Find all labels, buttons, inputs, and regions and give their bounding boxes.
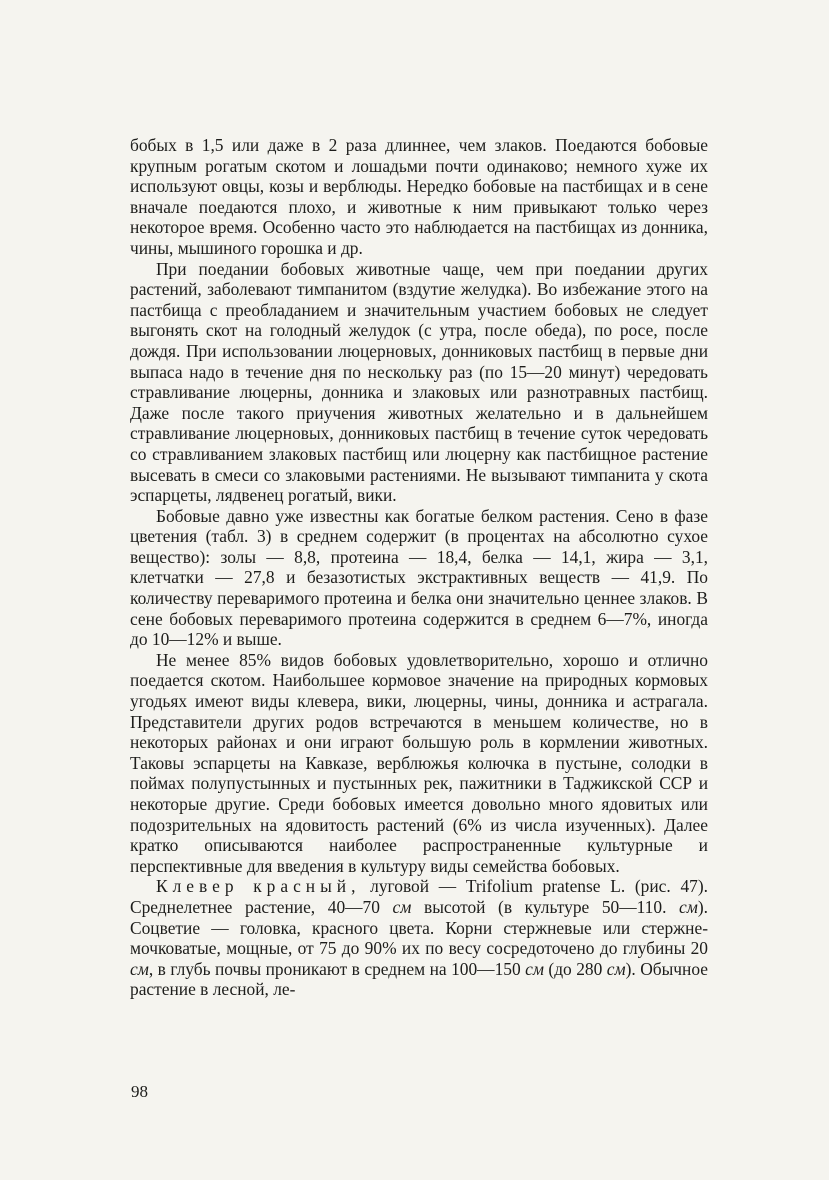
clover-text-4: , в глубь почвы проникают в среднем на 100—150 [148,958,526,979]
paragraph-red-clover [130,876,708,1000]
clover-text-6: ). Обычное растение в лесной, ле- [130,958,708,1000]
clover-text-2: высотой (в культуре 50—110. [411,896,680,917]
unit-cm-5: см [606,958,626,979]
paragraph-continuation: бобых в 1,5 или даже в 2 раза длиннее, чем злаков. Поедаются бобовые крупным рогатым скотом и лошадьми почти одинаково; немного хуже их используют овцы, козы и верблюды. Нередко бобовые на пастбищах и в сене вначале поедаются плохо, и животные к ним привыкают только через некоторое время. Особенно часто это наблюдается на пастбищах из донника, чины, мышиного горошка и др. [130,135,708,258]
page-body [130,135,708,1000]
page-number: 98 [131,1082,148,1101]
unit-cm-3: см [130,958,149,979]
paragraph-species-value: Не менее 85% видов бобовых удовлетворительно, хорошо и отлично поедается скотом. Наибольшее кормовое значение на природных кормовых угодьях имеют виды клевера, вики, люцерны, чины, донника и астрагала. Представители других родов встречаются в меньшем количестве, но в некоторых районах и они играют большую роль в кормлении животных. Таковы эспарцеты на Кавказе, верблюжья колючка в пустыне, солодки в поймах полупустынных и пустынных рек, пажитники в Таджикской ССР и некоторые другие. Среди бобовых имеется довольно много ядовитых или подозрительных на ядовитость растений (6% из числа изученных). Далее кратко описываются наиболее распространенные культурные и перспективные для введения в культуру виды семейства бобовых. [130,649,708,876]
term-red-clover: Клевер красный, [156,876,361,897]
unit-cm-1: см [392,896,412,917]
unit-cm-2: см [679,896,698,917]
unit-cm-4: см [525,958,544,979]
clover-text-5: (до 280 [543,958,607,979]
clover-text-3: ). Соцветие — головка, красного цвета. Корни стержневые или стержне-мочковатые, мощные, от 75 до 90% их по весу сосредоточено до глубины 20 [130,896,708,959]
latin-name: луговой — Trifolium pratense L. [370,876,626,897]
clover-text-1: (рис. 47). Среднелетнее растение, 40—70 [130,876,708,917]
paragraph-protein-content: Бобовые давно уже известны как богатые белком растения. Сено в фазе цветения (табл. 3) в среднем содержит (в процентах на абсолютно сухое вещество): золы — 8,8, протеина — 18,4, белка — 14,1, жира — 3,1, клетчатки — 27,8 и безазотистых экстрактивных веществ — 41,9. По количеству переваримого протеина и белка они значительно ценнее злаков. В сене бобовых переваримого протеина содержится в среднем 6—7%, иногда до 10—12% и выше. [130,505,708,650]
paragraph-tympanitis: При поедании бобовых животные чаще, чем при поедании других растений, заболевают тимпанитом (вздутие желудка). Во избежание этого на пастбища с преобладанием и значительным участием бобовых не следует выгонять скот на голодный желудок (с утра, после обеда), по росе, после дождя. При использовании люцерновых, донниковых пастбищ в первые дни выпаса надо в течение дня по нескольку раз (по 15—20 минут) чередовать стравливание люцерны, донника и злаковых или разнотравных пастбищ. Даже после такого приучения животных желательно и в дальнейшем стравливание люцерновых, донниковых пастбищ в течение суток чередовать со стравливанием злаковых пастбищ или люцерну как пастбищное растение высевать в смеси со злаковыми растениями. Не вызывают тимпанита у скота эспарцеты, лядвенец рогатый, вики. [130,258,708,506]
